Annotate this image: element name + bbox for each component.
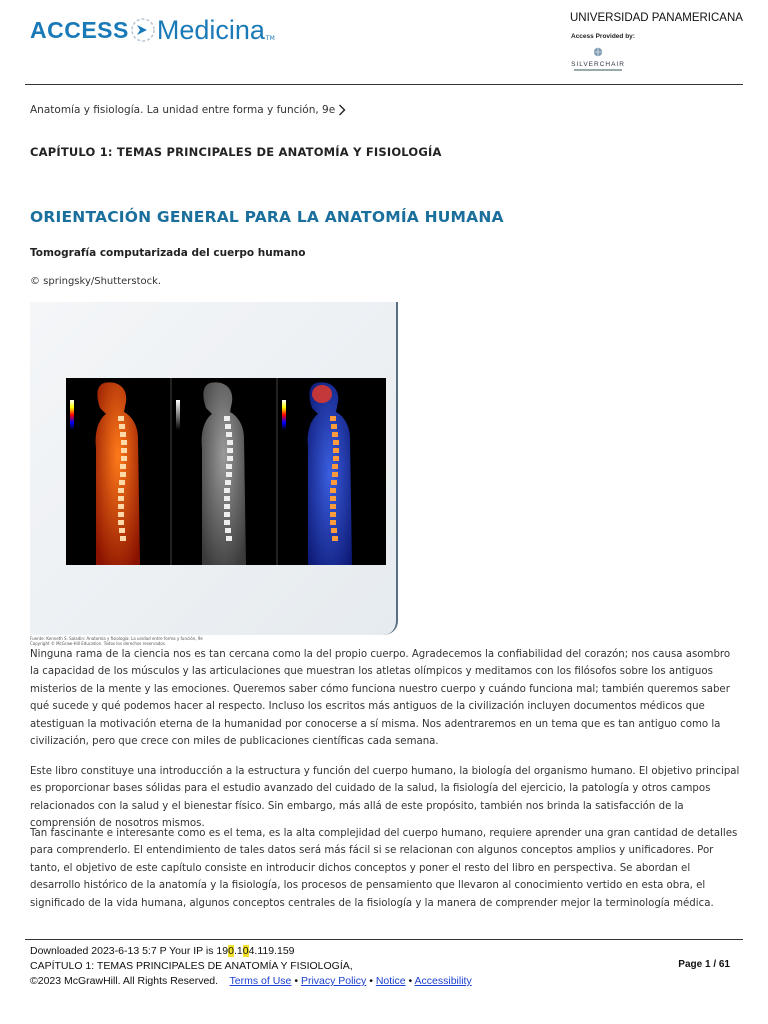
page-number: Page 1 / 61 (678, 959, 730, 970)
footer-divider (25, 939, 743, 940)
footer-chapter-line: CAPÍTULO 1: TEMAS PRINCIPALES DE ANATOMÍA Y FISIOLOGÍA, (30, 960, 353, 972)
ct-scan-image (66, 378, 386, 565)
link-separator: • (408, 975, 413, 987)
header-divider (25, 84, 743, 85)
link-separator: • (369, 975, 373, 987)
breadcrumb[interactable] (30, 104, 346, 116)
logo-medicina-text: Medicina (156, 14, 265, 45)
silverchair-tagline-bar (574, 69, 622, 71)
silverchair-text: SILVERCHAIR (571, 61, 625, 68)
figure-source-caption: Fuente: Kenneth S. Saladin: Anatomía y fisiología: La unidad entre forma y función, 9e (30, 636, 203, 641)
section-title: ORIENTACIÓN GENERAL PARA LA ANATOMÍA HUMANA (30, 208, 504, 226)
institution-name: UNIVERSIDAD PANAMERICANA (570, 12, 743, 24)
ct-scan-figure[interactable] (30, 302, 398, 646)
link-separator: • (294, 975, 299, 987)
access-provided-by: Access Provided by: (571, 33, 635, 40)
body-paragraph-2: Este libro constituye una introducción a la estructura y función del cuerpo humano, la biología del organismo humano. El objetivo principal es proporcionar bases sólidas para el estudio avanzado del cuidado de la salud, la fisiología del ejercicio, la patología y otros campos relacionados con la salud y el bienestar físico. Sin embargo, más allá de este propósito, también nos brinda la satisfacción de la comprensión de nosotros mismos. (30, 766, 740, 830)
logo-trademark: TM (265, 35, 275, 42)
accessmedicina-logo[interactable] (30, 10, 275, 50)
chapter-title: CAPÍTULO 1: TEMAS PRINCIPALES DE ANATOMÍA Y FISIOLOGÍA (30, 145, 442, 159)
page-footer (30, 944, 472, 989)
figure-copyright-caption: Copyright © McGraw-Hill Education. Todos los derechos reservados. (30, 641, 167, 646)
accessibility-link[interactable]: Accessibility (414, 975, 472, 987)
footer-links-line (30, 974, 472, 989)
silverchair-logo (568, 42, 628, 71)
body-paragraph-3: Tan fascinante e interesante como es el tema, es la alta complejidad del cuerpo humano, requiere aprender una gran cantidad de detalles para comprenderlo. El entendimiento de tales datos será más fácil si se relacionan con algunos conceptos amplios y unificadores. Por tanto, el objetivo de este capítulo consiste en introducir dichos conceptos y poner el resto del libro en perspectiva. Se abordan el desarrollo histórico de la anatomía y la fisiología, los procesos de pensamiento que llevaron al conocimiento vertido en esta obra, el significado de la vida humana, algunos conceptos centrales de la fisiología y la manera de comprender mejor la terminología médica. (30, 828, 738, 909)
copyright-text: ©2023 McGrawHill. All Rights Reserved. (30, 975, 219, 987)
notice-link[interactable]: Notice (375, 975, 406, 987)
page-header (0, 0, 768, 85)
terms-of-use-link[interactable]: Terms of Use (229, 975, 292, 987)
silverchair-globe-icon (593, 47, 603, 57)
chevron-right-icon (338, 104, 346, 116)
image-credit: © springsky/Shutterstock. (30, 276, 162, 287)
breadcrumb-book-title[interactable]: Anatomía y fisiología. La unidad entre forma y función, 9e (30, 104, 336, 116)
figure-title: Tomografía computarizada del cuerpo humano (30, 247, 306, 259)
download-info: Downloaded 2023-6-13 5:7 P Your IP is 190.104.119.159 (30, 945, 295, 957)
body-paragraph-1: Ninguna rama de la ciencia nos es tan cercana como la del propio cuerpo. Agradecemos la confiabilidad del corazón; nos causa asombro la capacidad de los músculos y las articulaciones que muestran los atletas olímpicos y meditamos con los filósofos sobre los antiguos misterios de la mente y las emociones. Queremos saber cómo funciona nuestro cuerpo y cuándo funciona mal; también queremos saber qué sucede y qué podemos hacer al respecto. Incluso los escritos más antiguos de la civilización incluyen documentos médicos que atestiguan la motivación eterna de la humanidad por conocerse a sí misma. Nos adentraremos en un tema que es tan antiguo como la civilización, pero que crece con miles de publicaciones científicas cada semana. (30, 649, 731, 748)
logo-arrow-icon (130, 17, 156, 43)
ip-highlight: 0 (242, 945, 249, 957)
ip-highlight: 0 (228, 945, 234, 957)
logo-access-text: ACCESS (30, 16, 129, 43)
privacy-policy-link[interactable]: Privacy Policy (300, 975, 367, 987)
